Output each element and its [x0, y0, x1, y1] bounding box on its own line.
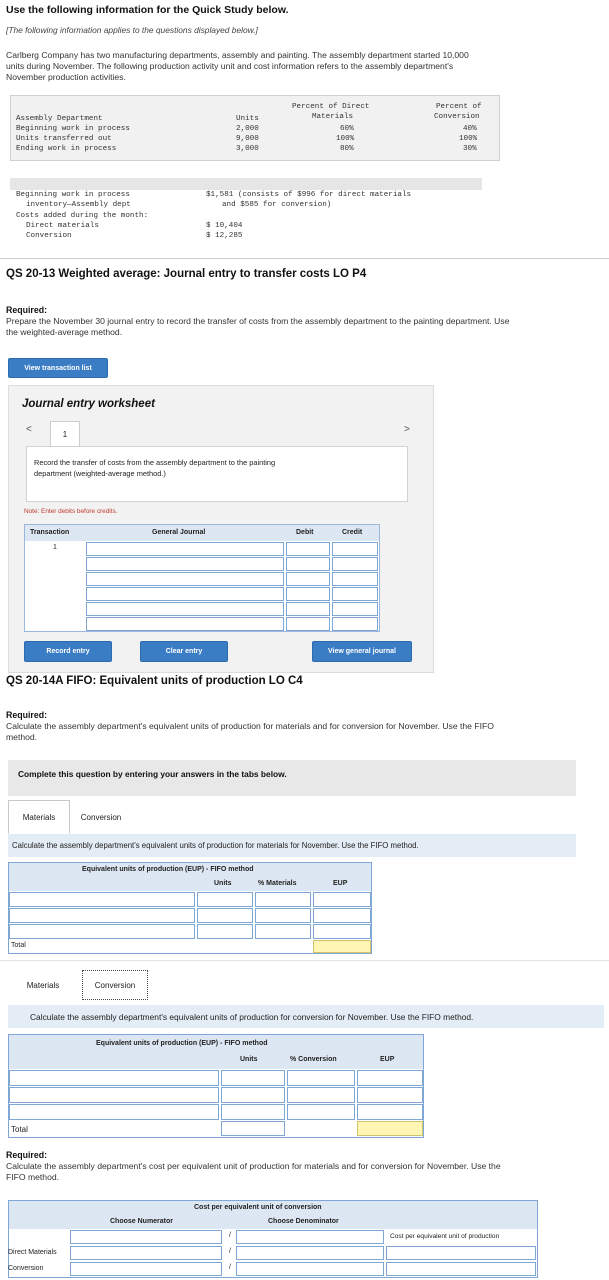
- qs-20-13-title: QS 20-13 Weighted average: Journal entry to transfer costs LO P4: [6, 268, 367, 280]
- required-text-line2: method.: [6, 732, 38, 742]
- row-dm: 100%: [336, 135, 355, 143]
- direct-materials-label: Direct materials: [26, 222, 99, 230]
- view-transaction-list-button[interactable]: View transaction list: [8, 358, 108, 378]
- numerator-select[interactable]: [70, 1262, 222, 1276]
- row-conv: 100%: [459, 135, 478, 143]
- conversion-value: $ 12,285: [206, 232, 243, 240]
- materials-total-eup: [313, 940, 371, 953]
- row-label: Ending work in process: [16, 145, 117, 153]
- header-pct-conv-2: Conversion: [434, 113, 480, 121]
- materials-pct-input[interactable]: [255, 924, 311, 939]
- header-assembly-dept: Assembly Department: [16, 115, 103, 123]
- intro-applies-note: [The following information applies to the questions displayed below.]: [6, 25, 258, 35]
- debit-input[interactable]: [286, 557, 330, 571]
- header-pct-conv-1: Percent of: [436, 103, 482, 111]
- required-text-line1: Calculate the assembly department's equivalent units of production for materials and for conversion for November. Use the FIFO: [6, 721, 494, 731]
- bwip-label-2: inventory—Assembly dept: [26, 201, 131, 209]
- conversion-total-units-input[interactable]: [221, 1121, 285, 1136]
- col-transaction: Transaction: [30, 529, 70, 536]
- transaction-number: 1: [53, 544, 57, 551]
- prev-page-icon[interactable]: <: [26, 424, 32, 435]
- debit-input[interactable]: [286, 617, 330, 631]
- conversion-total-eup: [357, 1121, 423, 1136]
- required-text-line2: FIFO method.: [6, 1172, 60, 1182]
- conversion-pct-input[interactable]: [287, 1104, 355, 1120]
- intro-body-line1: Carlberg Company has two manufacturing departments, assembly and painting. The assembly department started 10,000: [6, 50, 469, 60]
- materials-eup-input[interactable]: [313, 908, 371, 923]
- divide-symbol: /: [229, 1248, 231, 1255]
- account-input[interactable]: [86, 542, 284, 556]
- required-text-line1: Calculate the assembly department's cost per equivalent unit of production for materials and for conversion for November. Use the: [6, 1161, 501, 1171]
- debit-input[interactable]: [286, 542, 330, 556]
- row-label: Units transferred out: [16, 135, 112, 143]
- conversion-row-label-input[interactable]: [9, 1104, 219, 1120]
- row-conversion: Conversion: [8, 1265, 44, 1272]
- intro-body-line2: units during November. The following production activity unit and cost information refers to the assembly department's: [6, 61, 454, 71]
- cost-per-eup-output[interactable]: [386, 1262, 536, 1276]
- record-entry-button[interactable]: Record entry: [24, 641, 112, 662]
- conversion-eup-input[interactable]: [357, 1087, 423, 1103]
- materials-row-label-input[interactable]: [9, 908, 195, 923]
- conversion-row-label-input[interactable]: [9, 1087, 219, 1103]
- account-input[interactable]: [86, 617, 284, 631]
- bwip-value-1: $1,581 (consists of $996 for direct materials: [206, 191, 412, 199]
- numerator-select[interactable]: [70, 1230, 222, 1244]
- col-credit: Credit: [342, 529, 363, 536]
- required-text-line1: Prepare the November 30 journal entry to record the transfer of costs from the assembly department to the painting department. Use: [6, 316, 510, 326]
- divide-symbol: /: [229, 1264, 231, 1271]
- required-label: Required:: [6, 710, 48, 720]
- materials-units-input[interactable]: [197, 924, 253, 939]
- tab-conversion[interactable]: Conversion: [82, 970, 148, 1000]
- required-text-line2: the weighted-average method.: [6, 327, 123, 337]
- header-pct-dm-1: Percent of Direct: [292, 103, 370, 111]
- account-input[interactable]: [86, 557, 284, 571]
- bwip-label-1: Beginning work in process: [16, 191, 130, 199]
- view-general-journal-button[interactable]: View general journal: [312, 641, 412, 662]
- conversion-pct-input[interactable]: [287, 1070, 355, 1086]
- required-label: Required:: [6, 1150, 48, 1160]
- debit-input[interactable]: [286, 602, 330, 616]
- account-input[interactable]: [86, 587, 284, 601]
- row-units: 2,000: [236, 125, 259, 133]
- credit-input[interactable]: [332, 587, 378, 601]
- col-choose-denominator: Choose Denominator: [268, 1218, 339, 1225]
- tab-conversion[interactable]: Conversion: [70, 800, 132, 834]
- conversion-units-input[interactable]: [221, 1104, 285, 1120]
- denominator-select[interactable]: [236, 1246, 384, 1260]
- divider: [0, 960, 609, 961]
- denominator-select[interactable]: [236, 1262, 384, 1276]
- conversion-total-label: Total: [11, 1125, 28, 1134]
- materials-total-label: Total: [11, 942, 26, 949]
- materials-units-input[interactable]: [197, 892, 253, 907]
- worksheet-title: Journal entry worksheet: [22, 398, 155, 410]
- clear-entry-button[interactable]: Clear entry: [140, 641, 228, 662]
- materials-eup-input[interactable]: [313, 924, 371, 939]
- row-conv: 40%: [463, 125, 477, 133]
- conversion-units-input[interactable]: [221, 1070, 285, 1086]
- materials-units-input[interactable]: [197, 908, 253, 923]
- debits-note: Note: Enter debits before credits.: [24, 508, 118, 515]
- col-pct-materials: % Materials: [258, 880, 297, 887]
- numerator-select[interactable]: [70, 1246, 222, 1260]
- row-label: Beginning work in process: [16, 125, 130, 133]
- row-dm: 80%: [340, 145, 354, 153]
- col-debit: Debit: [296, 529, 314, 536]
- costs-added-label: Costs added during the month:: [16, 212, 149, 220]
- header-pct-dm-2: Materials: [312, 113, 354, 121]
- col-pct-conversion: % Conversion: [290, 1056, 337, 1063]
- conversion-instruction: Calculate the assembly department's equivalent units of production for conversion for November. Use the FIFO method.: [30, 1012, 474, 1022]
- credit-input[interactable]: [332, 542, 378, 556]
- complete-question-text: Complete this question by entering your answers in the tabs below.: [18, 769, 287, 779]
- credit-input[interactable]: [332, 557, 378, 571]
- instruction-line2: department (weighted-average method.): [34, 469, 166, 478]
- conversion-row-label-input[interactable]: [9, 1070, 219, 1086]
- materials-row-label-input[interactable]: [9, 924, 195, 939]
- conversion-eup-title: Equivalent units of production (EUP) - FIFO method: [96, 1040, 268, 1047]
- row-units: 9,000: [236, 135, 259, 143]
- materials-row-label-input[interactable]: [9, 892, 195, 907]
- divider: [0, 258, 609, 259]
- cost-per-eup-title: Cost per equivalent unit of conversion: [194, 1204, 322, 1211]
- tab-materials[interactable]: Materials: [16, 970, 70, 1000]
- row-direct-materials: Direct Materials: [8, 1249, 57, 1256]
- credit-input[interactable]: [332, 617, 378, 631]
- denominator-select[interactable]: [236, 1230, 384, 1244]
- direct-materials-value: $ 10,404: [206, 222, 243, 230]
- conversion-label: Conversion: [26, 232, 72, 240]
- col-general-journal: General Journal: [152, 529, 206, 536]
- debit-input[interactable]: [286, 572, 330, 586]
- col-units: Units: [240, 1056, 258, 1063]
- materials-pct-input[interactable]: [255, 892, 311, 907]
- intro-title: Use the following information for the Quick Study below.: [6, 4, 289, 16]
- divide-symbol: /: [229, 1232, 231, 1239]
- credit-input[interactable]: [332, 602, 378, 616]
- qs-20-14a-title: QS 20-14A FIFO: Equivalent units of production LO C4: [6, 675, 303, 687]
- account-input[interactable]: [86, 572, 284, 586]
- conversion-units-input[interactable]: [221, 1087, 285, 1103]
- row-units: 3,000: [236, 145, 259, 153]
- materials-pct-input[interactable]: [255, 908, 311, 923]
- debit-input[interactable]: [286, 587, 330, 601]
- col-choose-numerator: Choose Numerator: [110, 1218, 174, 1225]
- col-units: Units: [214, 880, 232, 887]
- tab-materials[interactable]: Materials: [8, 800, 70, 834]
- materials-instruction: Calculate the assembly department's equivalent units of production for materials for November. Use the FIFO method.: [12, 841, 419, 850]
- cost-table-header-bar: [10, 178, 482, 190]
- conversion-eup-input[interactable]: [357, 1104, 423, 1120]
- instruction-line1: Record the transfer of costs from the assembly department to the painting: [34, 458, 276, 467]
- col-eup: EUP: [333, 880, 348, 887]
- row-conv: 30%: [463, 145, 477, 153]
- intro-body-line3: November production activities.: [6, 72, 126, 82]
- next-page-icon[interactable]: >: [404, 424, 410, 435]
- cost-per-eup-output[interactable]: [386, 1246, 536, 1260]
- col-cost-per-eup: Cost per equivalent unit of production: [390, 1233, 500, 1240]
- credit-input[interactable]: [332, 572, 378, 586]
- conversion-eup-input[interactable]: [357, 1070, 423, 1086]
- col-eup: EUP: [380, 1056, 395, 1063]
- page-tab-1[interactable]: 1: [50, 421, 80, 446]
- account-input[interactable]: [86, 602, 284, 616]
- required-label: Required:: [6, 305, 48, 315]
- header-units: Units: [236, 115, 259, 123]
- bwip-value-2: and $585 for conversion): [222, 201, 332, 209]
- row-dm: 60%: [340, 125, 354, 133]
- materials-eup-title: Equivalent units of production (EUP) - FIFO method: [82, 866, 254, 873]
- conversion-pct-input[interactable]: [287, 1087, 355, 1103]
- materials-eup-input[interactable]: [313, 892, 371, 907]
